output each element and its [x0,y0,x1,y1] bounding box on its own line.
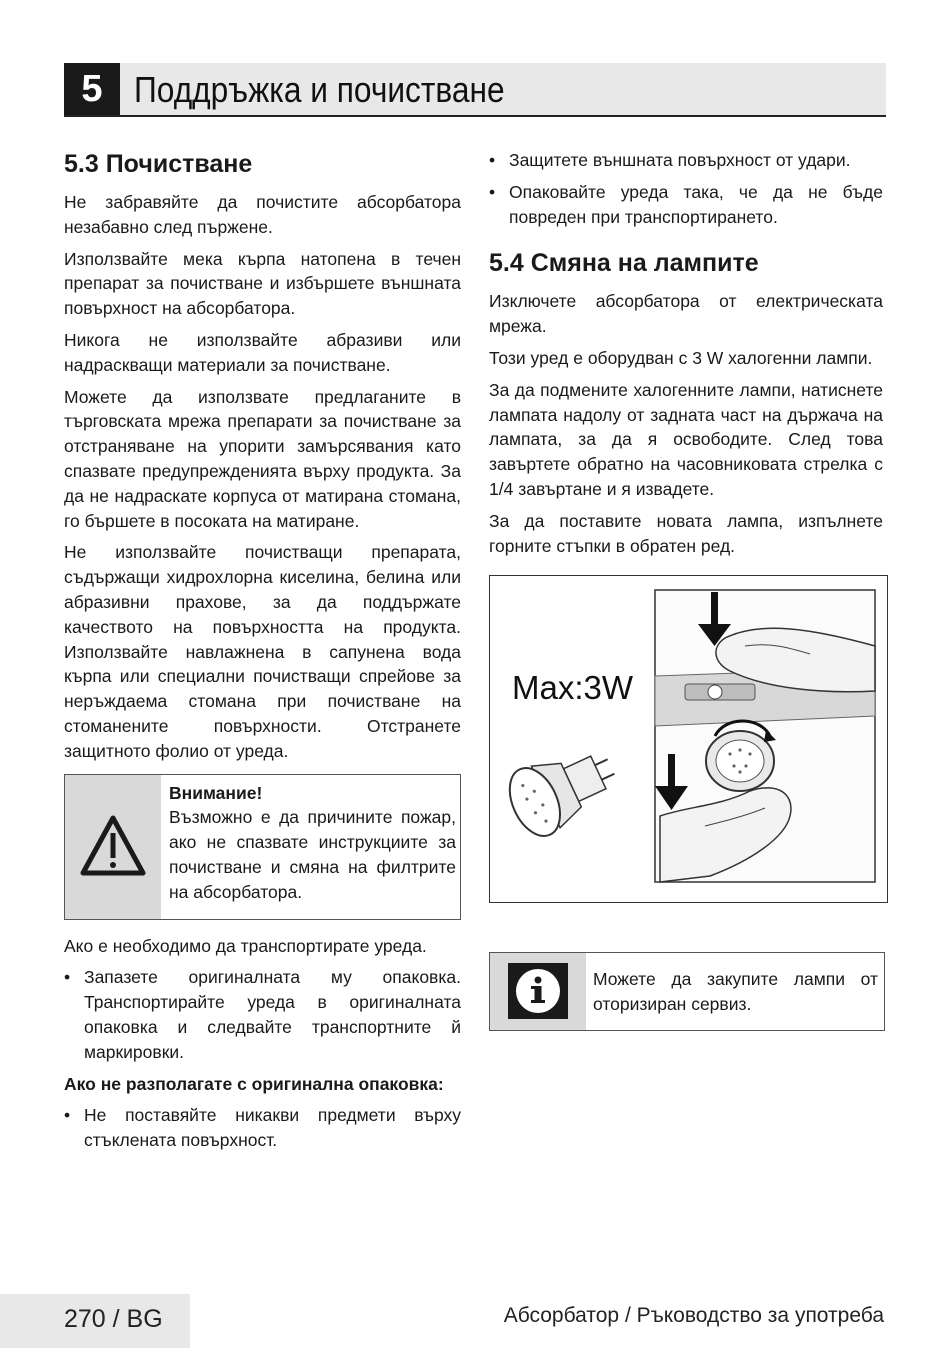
bullet-item: • Опаковайте уреда така, че да не бъде повреден при транспортирането. [489,180,883,230]
paragraph: Никога не използвайте абразиви или надраскващи материали за почистване. [64,329,461,375]
warning-text [169,781,456,905]
paragraph: Ако е необходимо да транспортирате уреда. [64,935,427,956]
paragraph: Не забравяйте да почистите абсорбатора незабавно след пържене. [64,192,461,237]
info-box [489,952,885,1031]
left-column [64,148,461,1160]
info-icon [490,953,586,1030]
lamp-illustration-drawing [490,576,887,902]
paragraph: Можете да използвате предлаганите в търговската мрежа препарати за почистване за отстраняване на упорити замърсявания като спазвате предупрежденията върху продукта. За да не надраскате корпуса от матирана стомана, го бършете в посоката на матиране. [64,386,461,531]
section-heading-cleaning: 5.3 Почистване [64,150,253,178]
paragraph: Не използвайте почистващи препарата, съдържащи хидрохлорна киселина, белина или абразивни прахове, за да поддържате качеството на повърхността на продукта. Използвайте навлажнена в сапунена вода кърпа или специални почистващи спрейове за неръждаема стомана при почистване на стоманените повърхности. Отстранете защитното фолио от уреда. [64,542,461,761]
bold-paragraph: Ако не разполагате с оригинална опаковка: [64,1073,444,1094]
paragraph: Изключете абсорбатора от електрическата мрежа. [489,291,883,337]
chapter-number: 5 [64,63,120,115]
section-heading-lamps: 5.4 Смяна на лампите [489,249,759,278]
chapter-header [64,63,886,117]
bullet-item: • Не поставяйте никакви предмети върху стъклената повърхност. [64,1103,461,1153]
lamp-replacement-illustration [489,575,888,903]
info-text: Можете да закупите лампи от оторизиран сервиз. [593,969,878,1014]
paragraph: Използвайте мека кърпа натопена в течен препарат за почистване и избършете външната повърхност на абсорбатора. [64,248,461,319]
info-icon-cell [490,953,586,1030]
paragraph: За да подмените халогенните лампи, натиснете лампата надолу от задната част на държача на лампата, за да я освободите. След това завъртете обратно на часовниковата стрелка с 1/4 завъртане и я извадете. [489,379,883,499]
warning-box [64,774,461,920]
warning-icon-cell [65,775,161,919]
bullet-item: • Запазете оригиналната му опаковка. Транспортирайте уреда в оригиналната опаковка и следвайте транспортните й маркировки. [64,965,461,1064]
page-number: 270 / BG [64,1305,163,1333]
warning-title: Внимание! [169,782,263,803]
footer-document-title: Абсорбатор / Ръководство за употреба [503,1304,884,1327]
paragraph: За да поставите новата лампа, изпълнете горните стъпки в обратен ред. [489,510,883,556]
max-wattage-label: Max:3W [512,669,634,706]
warning-triangle-icon [65,775,161,919]
chapter-title: Поддръжка и почистване [134,69,505,110]
warning-body: Възможно е да причините пожар, ако не спазвате инструкциите за почистване и смяна на филтрите на абсорбатора. [169,807,456,902]
paragraph: Този уред е оборудван с 3 W халогенни лампи. [489,347,873,368]
right-column [489,148,883,565]
bullet-item: • Защитете външната повърхност от удари. [489,148,883,173]
